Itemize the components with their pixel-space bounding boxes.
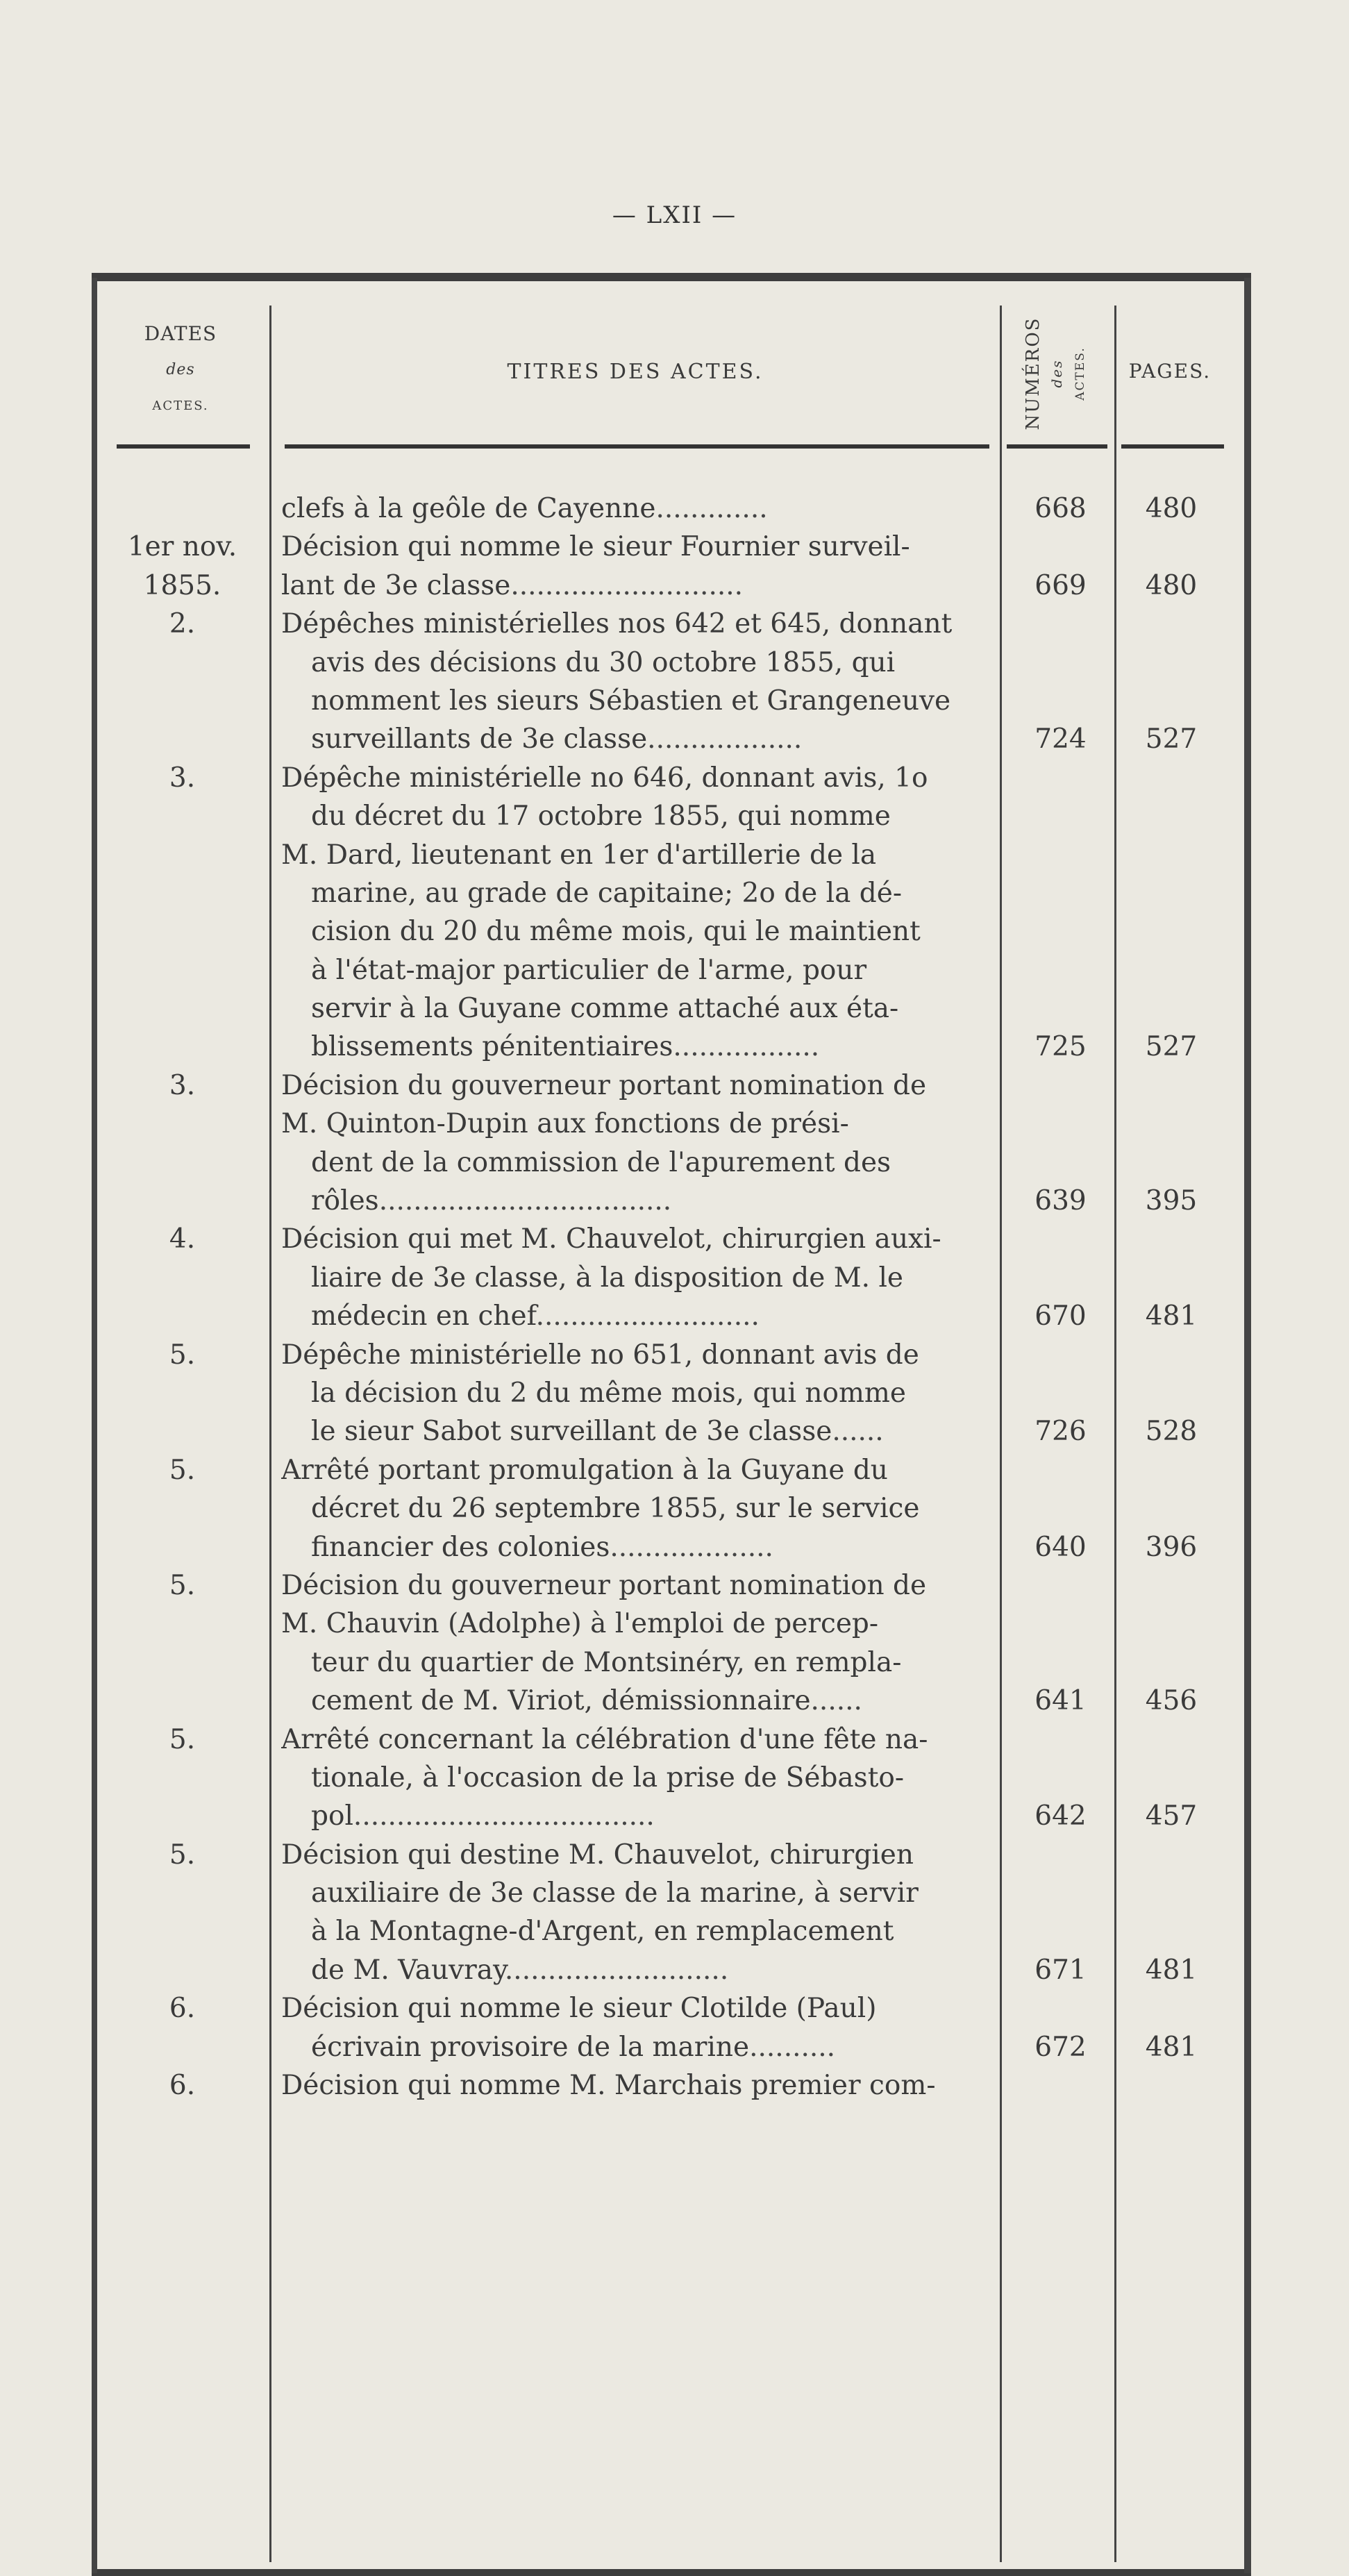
line-title-text: M. Chauvin (Adolphe) à l'emploi de percep- [281, 1608, 879, 1640]
table-line [0, 759, 1349, 797]
table-line [0, 1836, 1349, 1874]
numeros-header-rule [1007, 444, 1107, 449]
line-act-number: 726 [1034, 1416, 1087, 1448]
line-title-text: clefs à la geôle de Cayenne [281, 493, 656, 524]
dot-leader: ................... [610, 1531, 773, 1563]
dot-leader: ................. [673, 1031, 820, 1063]
table-line [0, 1182, 1349, 1220]
pages-header-rule [1121, 444, 1224, 449]
line-title-text: la décision du 2 du même mois, qui nomme [311, 1377, 906, 1409]
table-line [0, 2028, 1349, 2066]
line-page-number: 395 [1145, 1185, 1198, 1217]
line-title-text: Décision qui met M. Chauvelot, chirurgien auxi- [281, 1223, 941, 1255]
dot-leader: ...... [810, 1685, 862, 1717]
line-title-text: écrivain provisoire de la marine [311, 2031, 750, 2063]
line-title-text: rôles [311, 1185, 379, 1217]
line-page-number: 396 [1145, 1531, 1198, 1563]
line-title-text: Décision qui destine M. Chauvelot, chirurgien [281, 1839, 914, 1871]
table-line [0, 1951, 1349, 1989]
line-date: 5. [169, 1723, 196, 1755]
line-act-number: 724 [1034, 724, 1087, 755]
line-title [311, 1644, 996, 1682]
line-title [311, 1182, 996, 1220]
line-date: 3. [169, 1069, 196, 1101]
line-act-number: 640 [1034, 1531, 1087, 1563]
table-line [0, 912, 1349, 951]
line-act-number: 670 [1034, 1300, 1087, 1332]
line-title-text: M. Quinton-Dupin aux fonctions de prési- [281, 1108, 849, 1140]
line-date: 5. [169, 1454, 196, 1486]
line-title [311, 1759, 996, 1797]
dot-leader: .......... [749, 2031, 836, 2063]
line-title-text: du décret du 17 octobre 1855, qui nomme [311, 801, 891, 833]
line-title-text: liaire de 3e classe, à la disposition de M. le [311, 1262, 904, 1294]
line-title-text: de M. Vauvray [311, 1954, 505, 1986]
table-line [0, 1451, 1349, 1489]
line-title [281, 490, 996, 528]
page-number-header: — LXII — [612, 201, 737, 229]
line-title-text: cision du 20 du même mois, qui le maintient [311, 916, 921, 948]
titles-header-rule [285, 444, 989, 449]
dot-leader: ................................... [353, 1800, 655, 1832]
line-title-text: financier des colonies [311, 1531, 610, 1563]
line-title [281, 1336, 996, 1374]
table-line [0, 1912, 1349, 1950]
numeros-column-header [1008, 306, 1105, 441]
line-title [311, 1912, 996, 1950]
line-title-text: surveillants de 3e classe [311, 724, 648, 755]
line-title [311, 2028, 996, 2066]
dates-column-header [97, 316, 264, 424]
line-title [311, 1528, 996, 1566]
line-title-text: Dépêche ministérielle no 651, donnant avis de [281, 1339, 919, 1371]
table-line [0, 989, 1349, 1028]
line-title [311, 989, 996, 1028]
table-line [0, 1028, 1349, 1066]
table-line [0, 1259, 1349, 1297]
line-title [281, 1067, 996, 1105]
table-line [0, 1528, 1349, 1566]
table-line [0, 951, 1349, 989]
line-title [311, 1028, 996, 1066]
table-line [0, 1220, 1349, 1258]
line-title-text: le sieur Sabot surveillant de 3e classe [311, 1416, 832, 1448]
line-title [311, 644, 996, 682]
table-line [0, 1759, 1349, 1797]
line-title [311, 1259, 996, 1297]
line-date: 5. [169, 1339, 196, 1371]
line-title [281, 1451, 996, 1489]
table-line [0, 1989, 1349, 2027]
line-title-text: à la Montagne-d'Argent, en remplacement [311, 1916, 894, 1948]
table-line [0, 605, 1349, 643]
line-title-text: médecin en chef [311, 1300, 536, 1332]
line-title [311, 1797, 996, 1835]
pages-column-header: PAGES. [1128, 360, 1212, 383]
line-act-number: 725 [1034, 1031, 1087, 1063]
table-line [0, 1489, 1349, 1528]
numeros-header-line-3: ACTES. [1073, 346, 1087, 401]
line-title-text: teur du quartier de Montsinéry, en rempla- [311, 1646, 902, 1678]
table-line [0, 720, 1349, 758]
line-page-number: 456 [1145, 1685, 1198, 1717]
line-page-number: 528 [1145, 1416, 1198, 1448]
line-title-text: à l'état-major particulier de l'arme, pour [311, 954, 867, 986]
table-line [0, 836, 1349, 874]
line-date: 6. [169, 1993, 196, 2025]
line-title [281, 605, 996, 643]
numeros-header-line-2: des [1048, 359, 1065, 387]
line-title-text: Décision qui nomme M. Marchais premier com- [281, 2070, 936, 2102]
line-act-number: 669 [1034, 569, 1087, 601]
table-line [0, 874, 1349, 912]
table-line [0, 682, 1349, 720]
line-title-text: Décision du gouverneur portant nomination de [281, 1069, 927, 1101]
numeros-header-line-1: NUMÉROS [1023, 317, 1044, 430]
dot-leader: ...... [832, 1416, 884, 1448]
line-page-number: 481 [1145, 1954, 1198, 1986]
dot-leader: ........................... [510, 569, 744, 601]
line-title-text: lant de 3e classe [281, 569, 511, 601]
line-date: 5. [169, 1839, 196, 1871]
table-line [0, 1566, 1349, 1605]
line-title [311, 1682, 996, 1720]
line-act-number: 641 [1034, 1685, 1087, 1717]
line-title [311, 1489, 996, 1528]
line-title-text: Décision qui nomme le sieur Fournier surveil- [281, 531, 910, 563]
table-line [0, 1297, 1349, 1335]
line-act-number: 668 [1034, 493, 1087, 524]
table-line [0, 1644, 1349, 1682]
line-page-number: 457 [1145, 1800, 1198, 1832]
line-title-text: Arrêté concernant la célébration d'une fête na- [281, 1723, 928, 1755]
table-line [0, 1605, 1349, 1643]
table-line [0, 1144, 1349, 1182]
line-title [311, 1874, 996, 1912]
line-title [281, 1605, 996, 1643]
line-title-text: marine, au grade de capitaine; 2o de la dé- [311, 877, 902, 909]
table-line [0, 528, 1349, 566]
table-top-rule [92, 273, 1251, 281]
line-title [281, 1566, 996, 1605]
line-title-text: cement de M. Viriot, démissionnaire [311, 1685, 811, 1717]
dot-leader: ............. [655, 493, 768, 524]
line-title [281, 567, 996, 605]
line-title [311, 682, 996, 720]
line-page-number: 481 [1145, 1300, 1198, 1332]
table-line [0, 1797, 1349, 1835]
table-line [0, 1412, 1349, 1450]
line-title [281, 1721, 996, 1759]
line-title [311, 797, 996, 835]
dot-leader: .................................. [378, 1185, 672, 1217]
table-line [0, 1374, 1349, 1412]
line-title [281, 1989, 996, 2027]
line-date: 5. [169, 1569, 196, 1601]
line-title [311, 720, 996, 758]
line-page-number: 480 [1145, 569, 1198, 601]
table-line [0, 567, 1349, 605]
line-title [311, 1297, 996, 1335]
line-act-number: 642 [1034, 1800, 1087, 1832]
line-title [311, 1374, 996, 1412]
line-title [281, 1105, 996, 1143]
line-title [311, 912, 996, 951]
line-title-text: pol [311, 1800, 353, 1832]
line-title-text: dent de la commission de l'apurement des [311, 1146, 891, 1178]
line-act-number: 639 [1034, 1185, 1087, 1217]
line-title [281, 2066, 996, 2105]
table-line [0, 1336, 1349, 1374]
table-line [0, 644, 1349, 682]
line-title [281, 528, 996, 566]
line-page-number: 481 [1145, 2031, 1198, 2063]
line-title-text: tionale, à l'occasion de la prise de Sébasto- [311, 1762, 905, 1793]
dates-header-line-3: ACTES. [152, 399, 209, 413]
table-body [0, 490, 1349, 2105]
line-date: 6. [169, 2070, 196, 2102]
table-line [0, 1721, 1349, 1759]
line-title [281, 836, 996, 874]
line-title-text: nomment les sieurs Sébastien et Grangeneuve [311, 685, 951, 717]
dot-leader: .................. [647, 724, 803, 755]
table-line [0, 1105, 1349, 1143]
titles-column-header: TITRES DES ACTES. [507, 360, 764, 384]
dot-leader: .......................... [535, 1300, 760, 1332]
line-date: 1855. [143, 569, 221, 601]
line-page-number: 480 [1145, 493, 1198, 524]
dot-leader: .......................... [504, 1954, 729, 1986]
line-title [281, 759, 996, 797]
table-line [0, 1682, 1349, 1720]
line-title-text: M. Dard, lieutenant en 1er d'artillerie de la [281, 839, 877, 871]
line-title-text: servir à la Guyane comme attaché aux éta- [311, 993, 899, 1025]
line-title-text: avis des décisions du 30 octobre 1855, qui [311, 646, 896, 678]
line-title-text: Décision du gouverneur portant nomination de [281, 1569, 927, 1601]
line-date: 1er nov. [127, 531, 237, 563]
line-date: 2. [169, 608, 196, 640]
dates-header-rule [117, 444, 250, 449]
line-title [311, 1144, 996, 1182]
line-title [311, 874, 996, 912]
line-act-number: 671 [1034, 1954, 1087, 1986]
table-line [0, 1874, 1349, 1912]
table-line [0, 797, 1349, 835]
line-page-number: 527 [1145, 724, 1198, 755]
line-title [281, 1220, 996, 1258]
table-bottom-rule [92, 2569, 1251, 2576]
line-date: 4. [169, 1223, 196, 1255]
line-title-text: auxiliaire de 3e classe de la marine, à servir [311, 1877, 919, 1909]
dates-header-line-2: des [166, 361, 195, 378]
table-line [0, 2066, 1349, 2105]
line-title-text: Dépêches ministérielles nos 642 et 645, donnant [281, 608, 953, 640]
table-line [0, 490, 1349, 528]
line-title-text: blissements pénitentiaires [311, 1031, 673, 1063]
line-act-number: 672 [1034, 2031, 1087, 2063]
line-title [311, 951, 996, 989]
line-title-text: Arrêté portant promulgation à la Guyane du [281, 1454, 888, 1486]
line-title [311, 1412, 996, 1450]
line-title-text: Dépêche ministérielle no 646, donnant avis, 1o [281, 762, 928, 794]
dates-header-line-1: DATES [144, 322, 217, 345]
line-date: 3. [169, 762, 196, 794]
line-title-text: Décision qui nomme le sieur Clotilde (Paul) [281, 1993, 877, 2025]
line-title [281, 1836, 996, 1874]
line-title-text: décret du 26 septembre 1855, sur le service [311, 1493, 920, 1525]
table-line [0, 1067, 1349, 1105]
line-page-number: 527 [1145, 1031, 1198, 1063]
line-title [311, 1951, 996, 1989]
